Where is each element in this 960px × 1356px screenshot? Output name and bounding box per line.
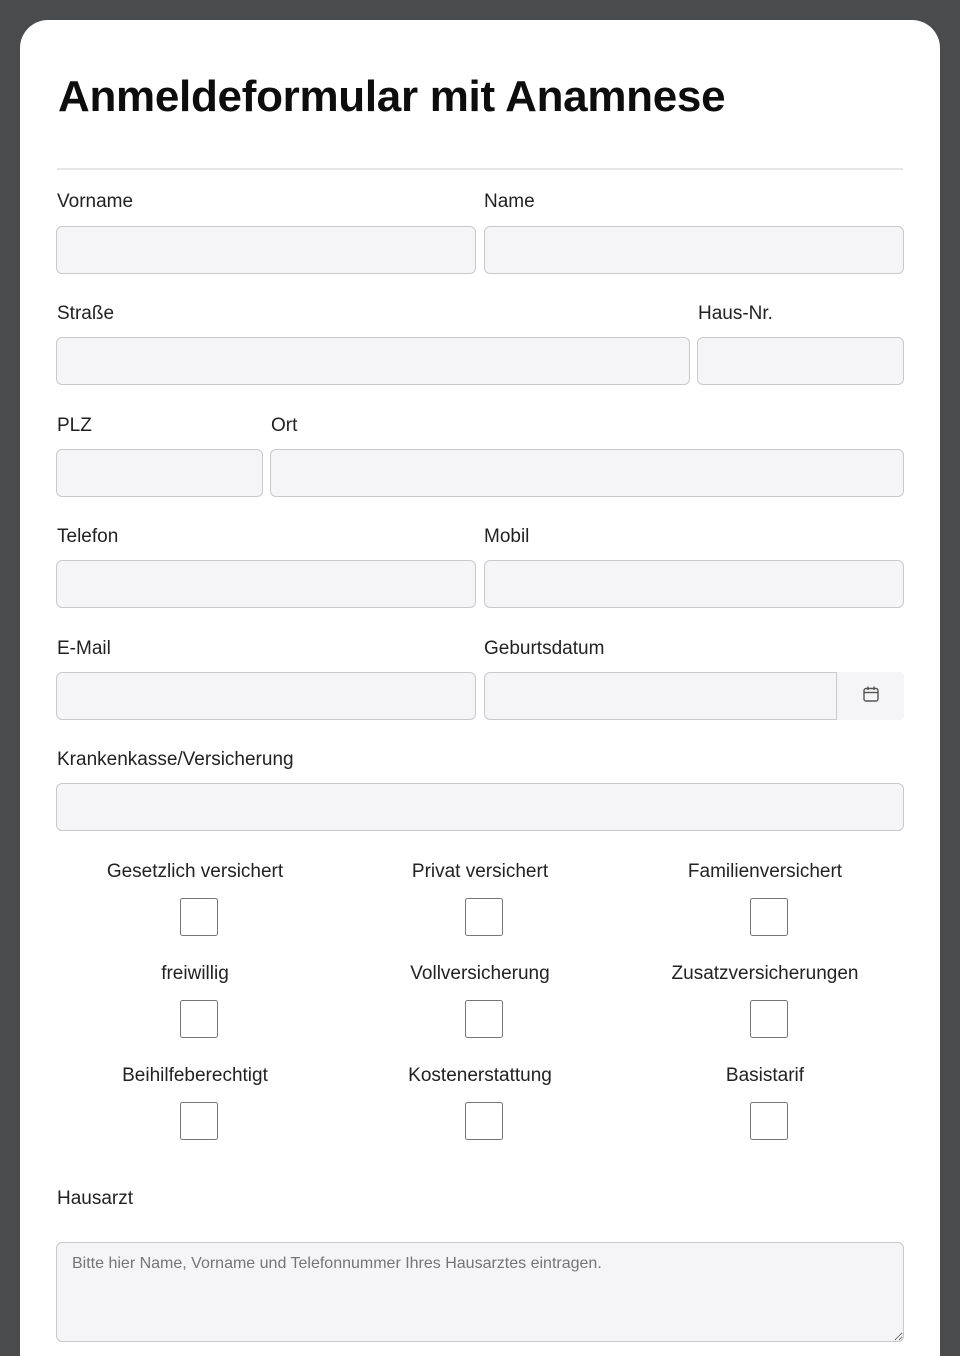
option-kostenerstattung-checkbox[interactable]: [465, 1102, 503, 1140]
hausnr-label: Haus-Nr.: [698, 303, 773, 324]
option-label: Vollversicherung: [410, 963, 550, 984]
calendar-icon: [862, 685, 880, 708]
option-freiwillig-checkbox[interactable]: [180, 1000, 218, 1038]
option-gesetzlich-checkbox[interactable]: [180, 898, 218, 936]
vorname-label: Vorname: [57, 191, 134, 212]
vorname-input[interactable]: [56, 226, 476, 274]
geburtsdatum-label: Geburtsdatum: [484, 638, 605, 659]
plz-label: PLZ: [57, 415, 92, 436]
form-card: [20, 20, 940, 1356]
option-label: freiwillig: [161, 963, 229, 984]
mobil-label: Mobil: [484, 526, 530, 547]
krankenkasse-input[interactable]: [56, 783, 904, 831]
option-label: Beihilfeberechtigt: [122, 1065, 268, 1086]
telefon-label: Telefon: [57, 526, 119, 547]
mobil-input[interactable]: [484, 560, 904, 608]
name-input[interactable]: [484, 226, 904, 274]
hausarzt-label: Hausarzt: [57, 1188, 134, 1209]
telefon-input[interactable]: [56, 560, 476, 608]
option-privat-checkbox[interactable]: [465, 898, 503, 936]
hausarzt-textarea[interactable]: [56, 1242, 904, 1342]
strasse-input[interactable]: [56, 337, 690, 385]
option-voll-checkbox[interactable]: [465, 1000, 503, 1038]
option-zusatz-checkbox[interactable]: [750, 1000, 788, 1038]
option-label: Basistarif: [725, 1065, 805, 1086]
option-basistarif-checkbox[interactable]: [750, 1102, 788, 1140]
option-label: Kostenerstattung: [408, 1065, 552, 1086]
krankenkasse-label: Krankenkasse/Versicherung: [57, 749, 294, 770]
name-label: Name: [484, 191, 535, 212]
plz-input[interactable]: [56, 449, 263, 497]
strasse-label: Straße: [57, 303, 115, 324]
option-label: Familienversichert: [687, 861, 843, 882]
option-label: Gesetzlich versichert: [106, 861, 284, 882]
option-beihilfe-checkbox[interactable]: [180, 1102, 218, 1140]
option-familien-checkbox[interactable]: [750, 898, 788, 936]
ort-label: Ort: [271, 415, 298, 436]
option-label: Privat versichert: [411, 861, 549, 882]
date-picker-button[interactable]: [836, 672, 904, 720]
option-label: Zusatzversicherungen: [671, 963, 859, 984]
ort-input[interactable]: [270, 449, 904, 497]
title-divider: [57, 168, 903, 170]
page-title: Anmeldeformular mit Anamnese: [58, 72, 726, 121]
hausnr-input[interactable]: [697, 337, 904, 385]
email-label: E-Mail: [57, 638, 111, 659]
email-input[interactable]: [56, 672, 476, 720]
